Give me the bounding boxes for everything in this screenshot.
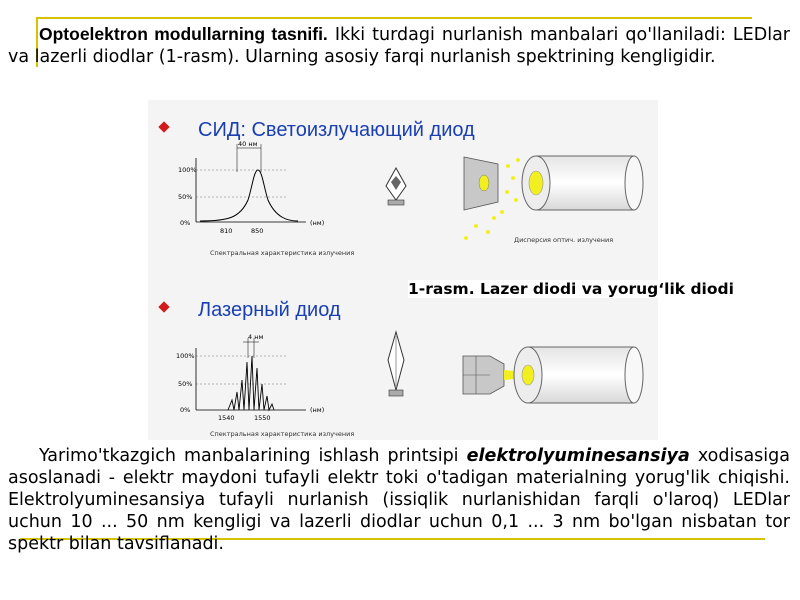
body-text-end: xodisasiga asoslanadi - elektr maydoni tufayli elektr toki o'tadigan materialning yorug'lik chiqishi. Elektrolyuminesansiya tufayli nurlanish (issiqlik nurlanishidan farqli o'laroq) LEDlar uchun 10 ... 50 nm kengligi va lazerli diodlar uchun 0,1 ... 3 nm bo'lgan nisbatan tor spektr bilan tavsiflanadi. [8,446,790,554]
laser-graph-caption: Спектральная характеристика излучения [210,430,355,438]
led-title: СИД: Светоизлучающий диод [198,119,475,141]
led-width-label: 40 нм [238,140,258,148]
laser-title: Лазерный диод [198,299,341,321]
laser-width-label: 4 нм [248,333,264,341]
laser-ytick-100: 100% [176,352,195,360]
intro-paragraph [8,23,790,68]
laser-xtick-1550: 1550 [254,414,271,422]
top-decor-line [36,17,752,19]
body-text-start: Yarimo'tkazgich manbalarining ishlash printsipi [39,446,467,466]
fiber-dispersion-caption: Дисперсия оптич. излучения [514,236,614,244]
led-ytick-50: 50% [178,193,193,201]
led-xtick-850: 850 [251,227,264,235]
laser-xunit: (нм) [310,406,325,414]
laser-ytick-0: 0% [180,406,191,414]
laser-xtick-1540: 1540 [218,414,235,422]
section-heading: Optoelektron modullarning tasnifi. [39,24,328,44]
body-paragraph [8,445,790,555]
led-xtick-810: 810 [220,227,233,235]
figure-led-vs-laser [148,100,658,440]
figure-caption: 1-rasm. Lazer diodi va yorug‘lik diodi [408,280,734,298]
led-ytick-0: 0% [180,219,191,227]
led-xunit: (нм) [310,219,325,227]
emphasis-term: elektrolyuminesansiya [466,446,690,466]
intro-text: Ikki turdagi nurlanish manbalari qo'llaniladi: LEDlar va lazerli diodlar (1-rasm). Ularning asosiy farqi nurlanish spektrining kengligidir. [8,25,790,67]
led-ytick-100: 100% [178,166,197,174]
led-graph-caption: Спектральная характеристика излучения [210,249,355,257]
laser-ytick-50: 50% [178,380,193,388]
